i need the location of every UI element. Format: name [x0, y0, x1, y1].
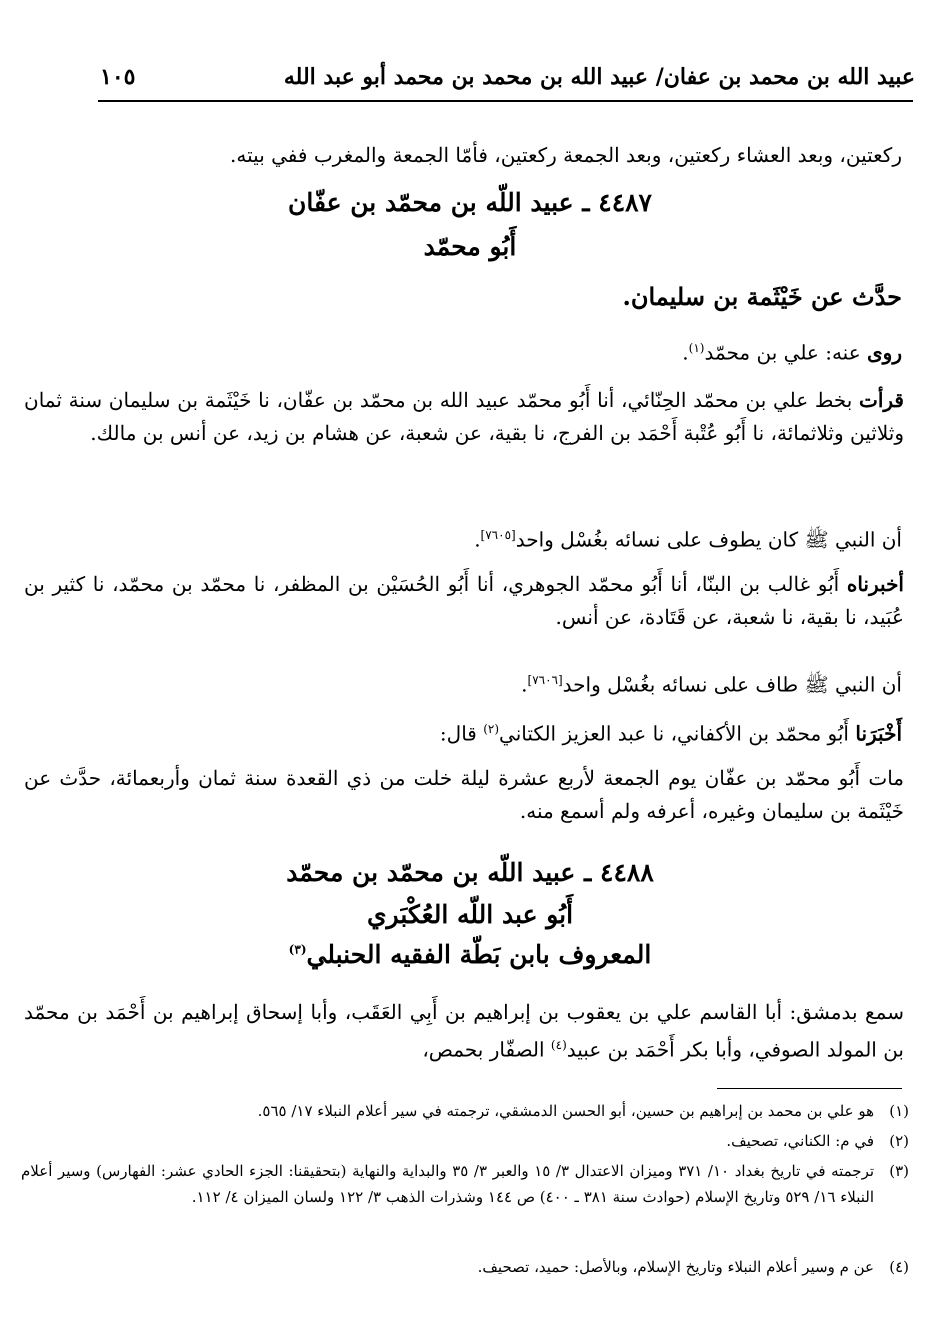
hadith-7606: أن النبي ﷺ طاف على نسائه بغُسْل واحد[٧٦٠٦]. — [521, 672, 902, 697]
hadith-7606-ref: [٧٦٠٦] — [527, 673, 563, 687]
footnote-text: عن م وسير أعلام النبلاء وتاريخ الإسلام، وبالأصل: حميد، تصحيف. — [477, 1258, 874, 1276]
footnote-number: (٢) — [889, 1132, 909, 1150]
footnote-ref-4: (٤) — [550, 1038, 567, 1052]
known-as-text: المعروف بابن بَطّة الفقيه الحنبلي — [306, 940, 652, 969]
akhbarana-2-label: أَخْبَرَنا — [855, 721, 902, 746]
entry-4487-akhbarana-paragraph — [24, 568, 904, 634]
akhbarana-2-text: أَبُو محمّد بن الأكفاني، نا عبد العزيز الكتاني — [499, 721, 856, 746]
header-divider — [98, 100, 913, 102]
hadith-7605-text: أن النبي ﷺ كان يطوف على نسائه بغُسْل واحد — [515, 527, 902, 552]
footnote-divider — [717, 1088, 902, 1089]
footnote-text: ترجمته في تاريخ بغداد ١٠/ ٣٧١ وميزان الاعتدال ٣/ ١٥ والعبر ٣/ ٣٥ والبداية والنهاية (بتحقيقنا: الجزء الحادي عشر: الفهارس) وسير أعلام النبلاء ١٦/ ٥٢٩ وتاريخ الإسلام (حوادث سنة ٣٨١ ـ ٤٠٠) ص ١٤٤ وشذرات الذهب ٣/ ١٢٢ ولسان الميزان ٤/ ١١٢. — [21, 1162, 875, 1206]
entry-4487-kunya: أَبُو محمّد — [423, 232, 517, 261]
hadith-7605-ref: [٧٦٠٥] — [480, 528, 516, 542]
footnote-1 — [21, 1098, 909, 1124]
entry-4487-rawa-line — [112, 333, 902, 368]
rawa-label: روى — [867, 340, 902, 365]
sama-text-b: الصفّار بحمص، — [422, 1037, 551, 1062]
opening-line: ركعتين، وبعد العشاء ركعتين، وبعد الجمعة ركعتين، فأمّا الجمعة والمغرب ففي بيته. — [230, 143, 902, 167]
entry-4487-title: ٤٤٨٧ ـ عبيد اللّه بن محمّد بن عفّان — [288, 188, 652, 217]
footnote-3 — [21, 1158, 909, 1210]
footnote-ref-3: (٣) — [288, 942, 307, 957]
entry-4487-akhbarana-2-line — [112, 714, 902, 749]
footnote-ref-1: (١) — [688, 341, 705, 355]
entry-4487-death-paragraph: مات أَبُو محمّد بن عفّان يوم الجمعة لأربع عشرة ليلة خلت من ذي القعدة سنة ثمان وأربعمائة، حدَّث عن خَيْثَمة بن سليمان وغيره، أعرفه ولم أسمع منه. — [24, 766, 904, 823]
entry-4488-title: ٤٤٨٨ ـ عبيد اللّه بن محمّد بن محمّد — [286, 858, 654, 887]
footnote-text: في م: الكناني، تصحيف. — [726, 1132, 874, 1150]
qara-text: بخط علي بن محمّد الحِنّائي، أنا أَبُو محمّد عبيد الله بن محمّد بن عفّان، نا خَيْثَمة بن سليمان سنة ثمان وثلاثين وثلاثمائة، نا أَبُو عُتْبة أَحْمَد بن الفرج، نا بقية، عن شعبة، عن هشام بن زيد، عن أنس بن مالك. — [24, 388, 904, 445]
akhbarana-text: أَبُو غالب بن البنّا، أنا أَبُو محمّد الجوهري، أنا أَبُو الحُسَيْن بن المظفر، نا محمّد بن محمّد، نا كثير بن عُبَيد، نا بقية، نا شعبة، عن قَتَادة، عن أنس. — [24, 572, 904, 629]
running-header-title: عبيد الله بن محمد بن عفان/ عبيد الله بن محمد بن محمد أبو عبد الله — [283, 64, 915, 90]
footnote-text: هو علي بن محمد بن إبراهيم بن حسين، أبو الحسن الدمشقي، ترجمته في سير أعلام النبلاء ١٧/ ٥٦٥. — [257, 1102, 874, 1120]
sama-text-a: سمع بدمشق: أبا القاسم علي بن يعقوب بن إبراهيم بن أَبِي العَقَب، وأبا إسحاق إبراهيم بن أَحْمَد بن محمّد بن المولد الصوفي، وأبا بكر أَحْمَد بن عبيد — [24, 1000, 904, 1062]
akhbarana-2-end: قال: — [439, 721, 484, 746]
rawa-end: . — [682, 340, 689, 365]
hadith-7606-text: أن النبي ﷺ طاف على نسائه بغُسْل واحد — [562, 672, 902, 697]
footnote-number: (١) — [889, 1102, 909, 1120]
entry-4487-hadatha-line: حدَّث عن خَيْثَمة بن سليمان. — [622, 282, 902, 311]
entry-4488-kunya: أَبُو عبد اللّه العُكْبَري — [366, 900, 574, 929]
footnote-number: (٤) — [889, 1258, 909, 1276]
footnote-number: (٣) — [889, 1162, 909, 1180]
rawa-text: عنه: علي بن محمّد — [704, 340, 868, 365]
akhbarana-label: أخبرناه — [846, 572, 904, 596]
entry-4488-sama-paragraph — [24, 996, 904, 1067]
footnote-ref-2: (٢) — [483, 722, 500, 736]
page-number: ١٠٥ — [100, 64, 136, 90]
qara-label: قرأت — [859, 388, 904, 412]
footnote-2 — [21, 1128, 909, 1154]
hadith-7605: أن النبي ﷺ كان يطوف على نسائه بغُسْل واحد[٧٦٠٥]. — [474, 527, 902, 552]
footnote-4 — [21, 1254, 909, 1280]
entry-4488-known-as — [90, 940, 850, 969]
entry-4487-qara-paragraph — [24, 384, 904, 450]
